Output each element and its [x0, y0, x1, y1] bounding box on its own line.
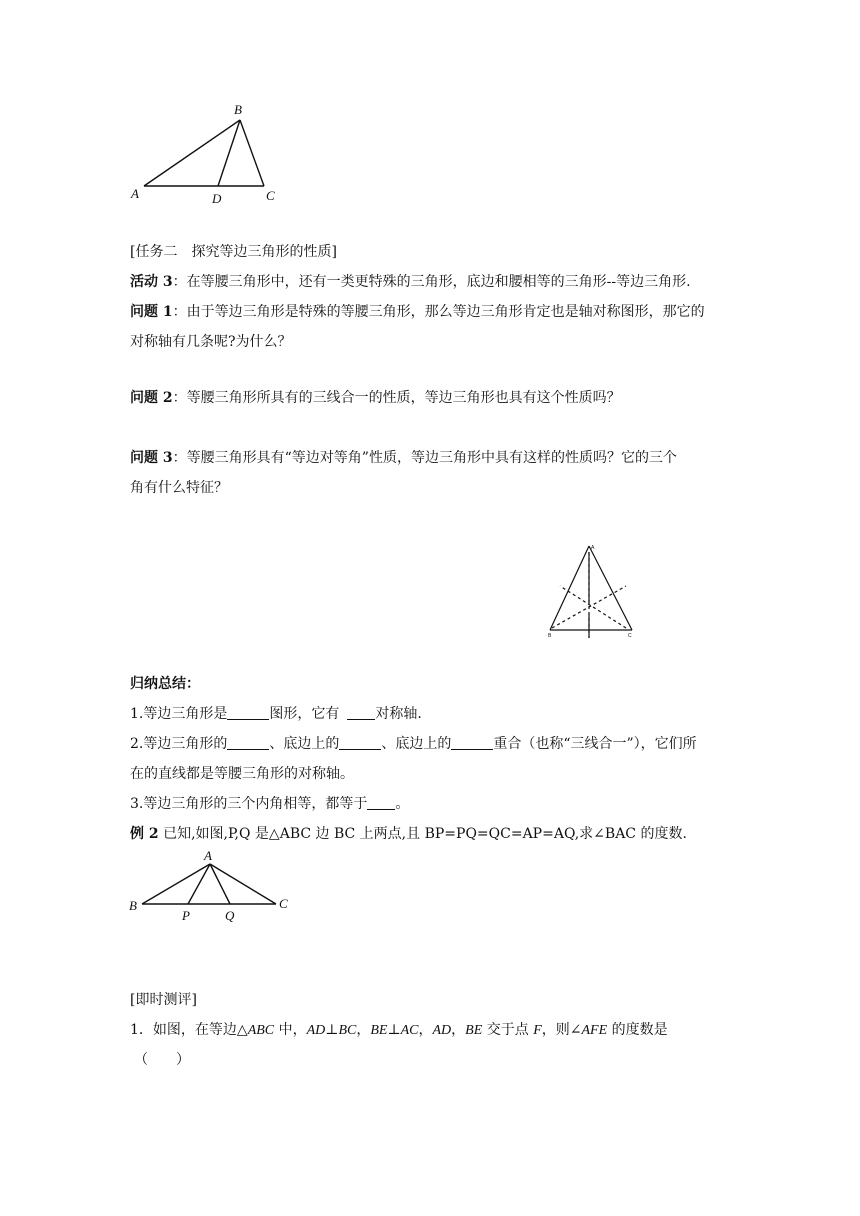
summary-1-text-a: 1.等边三角形是	[130, 706, 228, 722]
summary-1-text-b: 图形，它有	[269, 706, 340, 722]
summary-item-3	[130, 794, 409, 814]
quiz-q1-ad: AD	[306, 1023, 326, 1038]
quiz-answer-parentheses[interactable]: （ ）	[134, 1052, 190, 1068]
question2-paragraph	[130, 388, 621, 408]
blank-figure-type[interactable]	[227, 705, 269, 720]
blank-angle-degree[interactable]	[367, 795, 395, 810]
figure-triangle-bpqc	[126, 846, 296, 922]
question1-text1: ：由于等边三角形是特殊的等腰三角形，那么等边三角形肯定也是轴对称图形，那它的	[172, 304, 705, 320]
vertex-label-b: B	[234, 102, 242, 117]
point-label-d: D	[212, 191, 222, 206]
summary-3-text-a: 3.等边三角形的三个内角相等，都等于	[130, 796, 368, 812]
quiz-q1-text: ，则∠	[541, 1022, 582, 1038]
summary-item-2-line1	[130, 734, 697, 754]
summary-2-text-d: 重合（也称“三线合一”），它们所	[493, 736, 697, 752]
summary-1-text-c: 对称轴.	[375, 706, 422, 722]
question3-text1: ：等腰三角形具有“等边对等角”性质，等边三角形中具有这样的性质吗？它的三个	[172, 450, 677, 466]
figure-equilateral-symmetry-axes	[538, 538, 642, 646]
quiz-q1-text: 中，	[274, 1022, 307, 1038]
quiz-q1-comma: ，	[451, 1022, 466, 1038]
quiz-q1-text: 1．如图，在等边△	[130, 1022, 248, 1038]
quiz-q1-afe: AFE	[581, 1023, 608, 1038]
vertex-label-a: A	[131, 186, 139, 201]
question3-label: 问题 3	[130, 450, 173, 466]
question3-line2: 角有什么特征？	[130, 480, 228, 496]
example2-paragraph	[130, 824, 687, 844]
example2-label: 例 2	[130, 826, 159, 842]
question1-line1	[130, 302, 705, 322]
summary-2-text-b: 、底边上的	[269, 736, 340, 752]
question1-line2: 对称轴有几条呢?为什么？	[130, 334, 292, 350]
vertex-label-a: A	[591, 545, 595, 551]
summary-title: 归纳总结：	[130, 676, 200, 692]
vertex-label-b: B	[548, 633, 552, 639]
vertex-label-c: C	[628, 633, 632, 639]
blank-line-3[interactable]	[451, 735, 493, 750]
quiz-question-1	[130, 1020, 668, 1041]
task2-title: [任务二 探究等边三角形的性质]	[130, 244, 337, 260]
summary-2-text-a: 2.等边三角形的	[130, 736, 228, 752]
summary-2-text-c: 、底边上的	[381, 736, 452, 752]
quiz-q1-ac: AC	[400, 1023, 419, 1038]
quiz-q1-perp: ⊥	[325, 1022, 339, 1038]
quiz-q1-comma: ，	[356, 1022, 371, 1038]
vertex-label-a: A	[204, 848, 212, 863]
point-label-p: P	[182, 908, 190, 922]
vertex-label-b: B	[129, 898, 137, 913]
quiz-q1-comma: ，	[418, 1022, 433, 1038]
summary-item-1	[130, 704, 422, 724]
blank-axis-count[interactable]	[347, 705, 375, 720]
summary-item-2-line2: 在的直线都是等腰三角形的对称轴。	[130, 766, 354, 782]
activity3-paragraph	[130, 272, 691, 292]
quiz-q1-text: 交于点	[482, 1022, 534, 1038]
quiz-q1-be: BE	[465, 1023, 483, 1038]
vertex-label-c: C	[279, 896, 288, 911]
question2-text: ：等腰三角形所具有的三线合一的性质，等边三角形也具有这个性质吗？	[172, 390, 621, 406]
quiz-q1-perp: ⊥	[387, 1022, 401, 1038]
quiz-q1-bc: BC	[338, 1023, 357, 1038]
activity3-text: ：在等腰三角形中，还有一类更特殊的三角形，底边和腰相等的三角形--等边三角形.	[172, 274, 691, 290]
quiz-q1-f: F	[533, 1023, 542, 1038]
quiz-q1-ad: AD	[432, 1023, 452, 1038]
question3-line1	[130, 448, 677, 468]
quiz-q1-text: 的度数是	[607, 1022, 668, 1038]
question2-label: 问题 2	[130, 390, 173, 406]
blank-line-2[interactable]	[339, 735, 381, 750]
point-label-q: Q	[225, 908, 235, 922]
quiz-q1-abc: ABC	[247, 1023, 275, 1038]
blank-line-1[interactable]	[227, 735, 269, 750]
example2-text: 已知,如图,P,Q 是△ABC 边 BC 上两点,且 BP=PQ=QC=AP=AQ,求∠BAC 的度数.	[158, 826, 687, 842]
figure-triangle-abc-d	[128, 100, 288, 210]
summary-3-text-b: 。	[395, 796, 410, 812]
vertex-label-c: C	[266, 188, 275, 203]
quiz-q1-be: BE	[370, 1023, 388, 1038]
question1-label: 问题 1	[130, 304, 173, 320]
activity3-label: 活动 3	[130, 274, 173, 290]
quiz-title: [即时测评]	[130, 992, 197, 1008]
